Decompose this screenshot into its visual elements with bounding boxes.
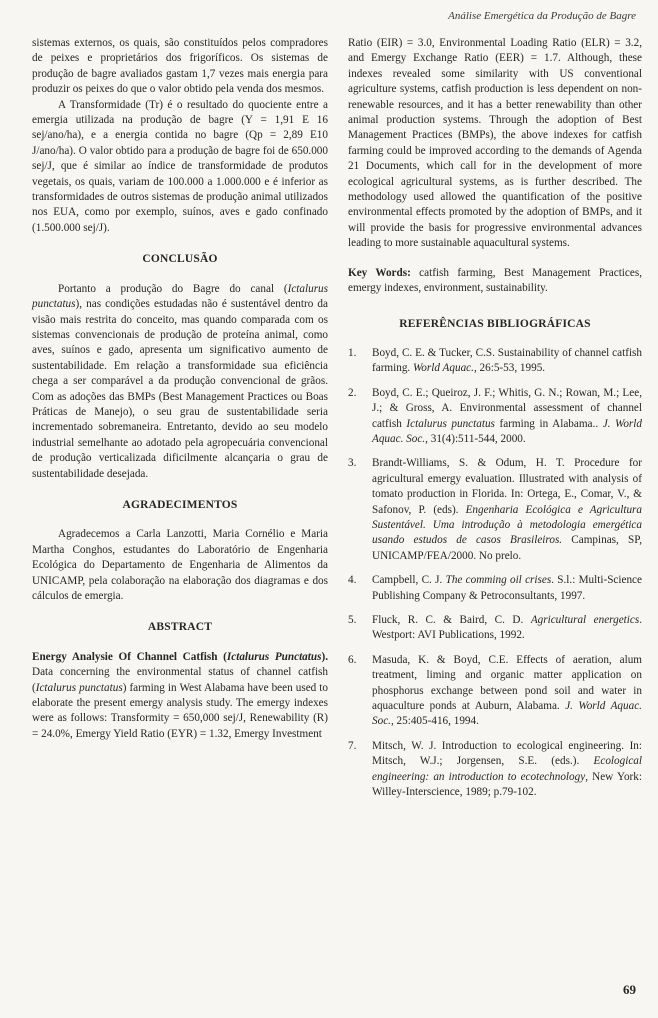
text: ), nas condições estudadas não é sustentável dentro da visão mais restrita do conceito, mas quando comparada com os sistemas convencionais de produção de proteína animal, como aves, suínos e gado, apresenta um significativo aumento de sustentabilidade. Em relação a transformidade sua eficiência chega a ser comparável a da produção convencional de grãos. Com as adoções das BMPs (Best Management Practices ou Boas Práticas de Manejo), o seu grau de sustentabilidade seria incrementado sobremaneira. Entretanto, devido ao seu modelo industrial semelhante ao adotado pela agropecuária convencional de produção verticalizada dificilmente alcançaria o grau de sustentabilidade desejada. <box>32 298 328 480</box>
text: Portanto a produção do Bagre do canal ( <box>58 282 288 295</box>
reference-item <box>348 653 642 730</box>
book-title: Agricultural energetics <box>530 614 640 626</box>
text: Boyd, C. E.; Queiroz, J. F.; Whitis, G. N.; Rowan, M.; Lee, J.; & Gross, A. Environmental assessment of channel catfish <box>372 386 642 430</box>
text: Energy Analysie Of Channel Catfish ( <box>32 650 227 663</box>
text: , 25:405-416, 1994. <box>390 715 479 728</box>
paragraph-abstract-continued: Ratio (EIR) = 3.0, Environmental Loading Ratio (ELR) = 3.2, and Emergy Exchange Ratio (EER) = 1.7. Although, these indexes revealed some similarity with US conventional agriculture systems, catfish production is less dependent on non-renewable resources, and it has a better renewability than other animal production systems. Through the adoption of Best Management Practices (BMPs), the above indexes for catfish farming could be improved according to the demands of Agenda 21 Documents, which call for in the development of more ecological agricultural systems, as is further described. The methodology used allowed the quantification of the positive environmental effects promoted by the adoption of BMPs, and it will provide the basis for progressive environmental advances leading to more sustainable aquacultural systems. <box>348 37 642 250</box>
journal-name: J. World Aquac. Soc. <box>372 700 642 728</box>
journal-name: World Aquac. <box>413 362 474 375</box>
reference-text <box>372 456 642 564</box>
text: Fluck, R. C. & Baird, C. D. <box>372 614 531 626</box>
reference-number: 3. <box>348 457 357 470</box>
reference-text <box>372 386 642 448</box>
right-column <box>348 36 642 809</box>
reference-number: 5. <box>348 614 357 626</box>
text: , New York: Willey-Interscience, 1989; p.79-102. <box>372 770 642 799</box>
reference-text <box>372 653 642 730</box>
running-header: Análise Emergética da Produção de Bagre <box>448 10 636 22</box>
species-name: Ictalurus punctatus <box>35 681 123 694</box>
reference-number: 6. <box>348 653 357 666</box>
abstract-title <box>32 651 328 663</box>
reference-text <box>372 739 642 801</box>
section-heading-abstract: ABSTRACT <box>147 621 213 634</box>
paragraph-abstract <box>32 650 328 742</box>
keywords-label: Key Words: <box>348 266 411 279</box>
text: , 26:5-53, 1995. <box>473 362 546 375</box>
book-title: Engenharia Ecológica e Agricultura Sustentável. Uma introdução à metodologia emergética usando estudos de casos Brasileiros. <box>372 503 643 547</box>
keywords-text: catfish farming, Best Management Practices, emergy indexes, environment, sustainability. <box>348 266 642 295</box>
text: Brandt-Williams, S. & Odum, H. T. Procedure for agricultural emergy evaluation. Illustrated with analysis of tomato production in Florida. In: Ortega, E., Comar, V., & Safonov, P. (eds). <box>372 457 642 516</box>
text: ). <box>321 650 328 663</box>
reference-item <box>348 456 642 564</box>
text: Campbell, C. J. <box>372 574 446 587</box>
reference-number: 1. <box>348 346 357 359</box>
text: Boyd, C. E. & Tucker, C.S. Sustainability of channel catfish farming. <box>372 346 642 375</box>
reference-number: 4. <box>348 574 357 587</box>
text: Data concerning the environmental status of channel catfish ( <box>32 666 328 694</box>
reference-text <box>372 573 642 604</box>
text: , 31(4):511-544, 2000. <box>425 432 526 445</box>
reference-item <box>348 346 642 377</box>
section-heading-referencias: REFERÊNCIAS BIBLIOGRÁFICAS <box>399 317 591 330</box>
text: . S.l.: Multi-Science Publishing Company & Petroconsultants, 1997. <box>372 574 642 602</box>
book-title: Ecological engineering: an introduction to ecotechnology <box>372 755 642 783</box>
species-name: Ictalurus punctatus <box>32 282 328 311</box>
text: farming in Alabama.. <box>494 417 603 430</box>
left-column <box>32 36 328 742</box>
paragraph-agradecimentos: Agradecemos a Carla Lanzotti, Maria Cornélio e Maria Martha Conghos, estudantes do Laboratório de Engenharia Ecológica do Departamento de Engenharia de Alimentos da UNICAMP, pela colaboração na elaboração dos diagramas e dos cálculos de emergia. <box>32 528 328 602</box>
reference-list <box>348 346 642 801</box>
text: Masuda, K. & Boyd, C.E. Effects of aeration, alum treatment, liming and organic matter application on phosphorus exchange between pond soil and water in aquaculture ponds at Auburn, Alabama. <box>372 653 642 713</box>
section-heading-agradecimentos: AGRADECIMENTOS <box>122 498 238 511</box>
reference-number: 7. <box>348 739 357 752</box>
reference-item <box>348 573 642 604</box>
reference-text <box>372 346 642 377</box>
text: Campinas, SP, UNICAMP/FEA/2000. No prelo. <box>372 534 642 562</box>
species-name: Ictalurus punctatus <box>406 417 495 430</box>
reference-text <box>372 613 642 644</box>
reference-item <box>348 613 642 644</box>
keywords <box>348 266 642 297</box>
page-number: 69 <box>623 982 636 997</box>
reference-item <box>348 386 642 448</box>
paragraph: A Transformidade (Tr) é o resultado do quociente entre a emergia utilizada na produção de bagre (Y = 1,91 E 16 sej/ano/ha), e a energia contida no bagre (Qp = 2,89 E10 J/ano/ha). O valor obtido para a produção de bagre foi de 650.000 sej/J, que é similar ao índice de transformidade de produtos vegetais, os quais, variam de 100.000 a 1.000.000 e é inferior as transformidades de outros sistemas de produção animal utilizados nos EUA, como por exemplo, suínos, aves e gado confinado (1.500.000 sej/J). <box>32 98 328 234</box>
text: Mitsch, W. J. Introduction to ecological engineering. In: Mitsch, W.J.; Jorgensen, S.E. (eds.). <box>372 739 642 768</box>
reference-item <box>348 739 642 801</box>
section-heading-conclusao: CONCLUSÃO <box>142 253 218 266</box>
book-title: The comming oil crises <box>445 574 552 587</box>
reference-number: 2. <box>348 386 357 399</box>
paragraph-conclusao <box>32 282 328 482</box>
text: . Westport: AVI Publications, 1992. <box>372 614 643 642</box>
text: ) farming in West Alabama have been used to elaborate the present emergy analysis study. The emergy indexes were as follows: Transformity = 650,000 sej/J, Renewability (R) = 24.0%, Emergy Yield Ratio (EYR) = 1.32, Emergy Investment <box>32 681 328 740</box>
paragraph: sistemas externos, os quais, são constituídos pelos compradores de peixes e proprietários dos frigoríficos. Os sistemas de produção de bagre avaliados gastam 1,7 vezes mais energia para produzir os peixes do que o valor obtido pela venda dos mesmos. <box>32 37 328 96</box>
species-name: Ictalurus Punctatus <box>226 650 322 663</box>
journal-name: J. World Aquac. Soc. <box>372 417 642 445</box>
